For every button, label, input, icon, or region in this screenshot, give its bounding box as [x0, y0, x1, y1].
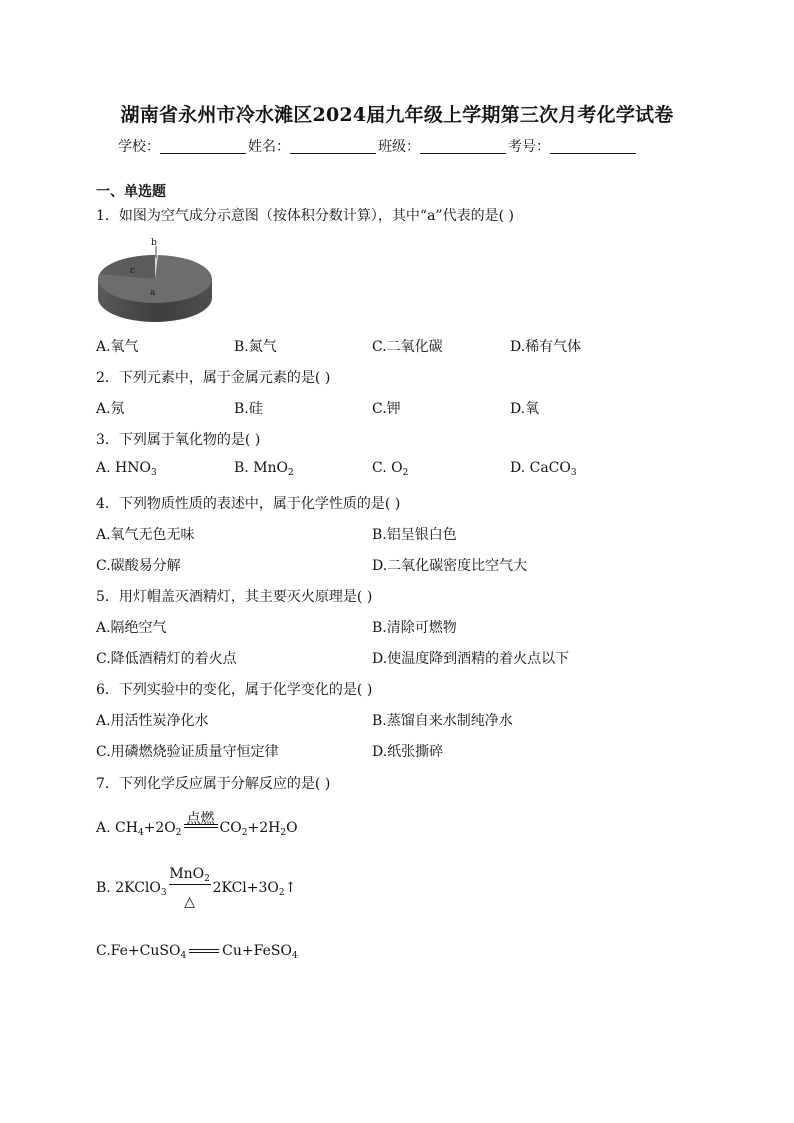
- q1-option-c: C.二氧化碳: [372, 339, 443, 355]
- school-label: 学校：: [118, 139, 160, 155]
- q3-option-a: A. $HNO_3$: [96, 460, 157, 478]
- q5-option-b: B.清除可燃物: [372, 620, 457, 636]
- q1-option-b: B.氮气: [234, 339, 277, 355]
- q4-option-d: D.二氧化碳密度比空气大: [372, 558, 528, 574]
- question-6-stem: 6．下列实验中的变化，属于化学变化的是( ): [96, 682, 373, 698]
- school-blank: [160, 139, 246, 154]
- air-composition-pie-figure: [96, 234, 216, 328]
- number-label: 考号：: [508, 139, 550, 155]
- class-blank: [420, 139, 506, 154]
- q6-option-d: D.纸张撕碎: [372, 744, 444, 760]
- q5-option-d: D.使温度降到酒精的着火点以下: [372, 651, 570, 667]
- gas-up-arrow-icon: ↑: [284, 880, 297, 896]
- q4-option-b: B.铝呈银白色: [372, 527, 457, 543]
- number-blank: [550, 139, 636, 154]
- q7-option-b: B. 2KClO$_3$ MnO$_2$ △ $2KCl+3O_2↑$: [96, 866, 297, 910]
- question-4-stem: 4．下列物质性质的表述中，属于化学性质的是( ): [96, 496, 401, 512]
- question-1-stem: 1．如图为空气成分示意图（按体积分数计算），其中“a”代表的是( ): [96, 208, 514, 224]
- reaction-equals: [189, 949, 219, 953]
- q3-option-d: D. CaCO$_3$: [510, 460, 577, 478]
- class-label: 班级：: [378, 139, 420, 155]
- q2-option-a: A.氖: [96, 401, 125, 417]
- pie-label-c: c: [130, 266, 136, 276]
- question-5-stem: 5．用灯帽盖灭酒精灯，其主要灭火原理是( ): [96, 589, 373, 605]
- q7-option-a: A. $CH_4+2O_2$ 点燃 $CO_2+2H_2O$: [96, 811, 298, 838]
- q3-option-c: C. $O_2$: [372, 460, 409, 478]
- section-heading: 一、单选题: [96, 184, 166, 200]
- pie-label-a: a: [150, 288, 156, 298]
- q2-option-d: D.氧: [510, 401, 540, 417]
- name-label: 姓名：: [248, 139, 290, 155]
- exam-info-line: [118, 136, 638, 156]
- q6-option-a: A.用活性炭净化水: [96, 713, 209, 729]
- q4-option-a: A.氧气无色无味: [96, 527, 195, 543]
- question-2-stem: 2．下列元素中，属于金属元素的是( ): [96, 370, 331, 386]
- q5-option-a: A.隔绝空气: [96, 620, 167, 636]
- question-7-stem: 7．下列化学反应属于分解反应的是( ): [96, 776, 331, 792]
- q3-option-b: B. MnO$_2$: [234, 460, 294, 478]
- q6-option-b: B.蒸馏自来水制纯净水: [372, 713, 513, 729]
- q5-option-c: C.降低酒精灯的着火点: [96, 651, 237, 667]
- q7-option-c: C.Fe+CuSO$_4$ Cu+FeSO$_4$: [96, 943, 298, 961]
- q1-option-d: D.稀有气体: [510, 339, 582, 355]
- q1-option-a: A.氧气: [96, 339, 139, 355]
- name-blank: [290, 139, 376, 154]
- q6-option-c: C.用磷燃烧验证质量守恒定律: [96, 744, 279, 760]
- q4-option-c: C.碳酸易分解: [96, 558, 181, 574]
- q2-option-c: C.钾: [372, 401, 401, 417]
- question-3-stem: 3．下列属于氧化物的是( ): [96, 432, 261, 448]
- q2-option-b: B.硅: [234, 401, 263, 417]
- pie-label-b: b: [151, 238, 157, 248]
- page-title: 湖南省永州市冷水滩区2024届九年级上学期第三次月考化学试卷: [120, 104, 674, 126]
